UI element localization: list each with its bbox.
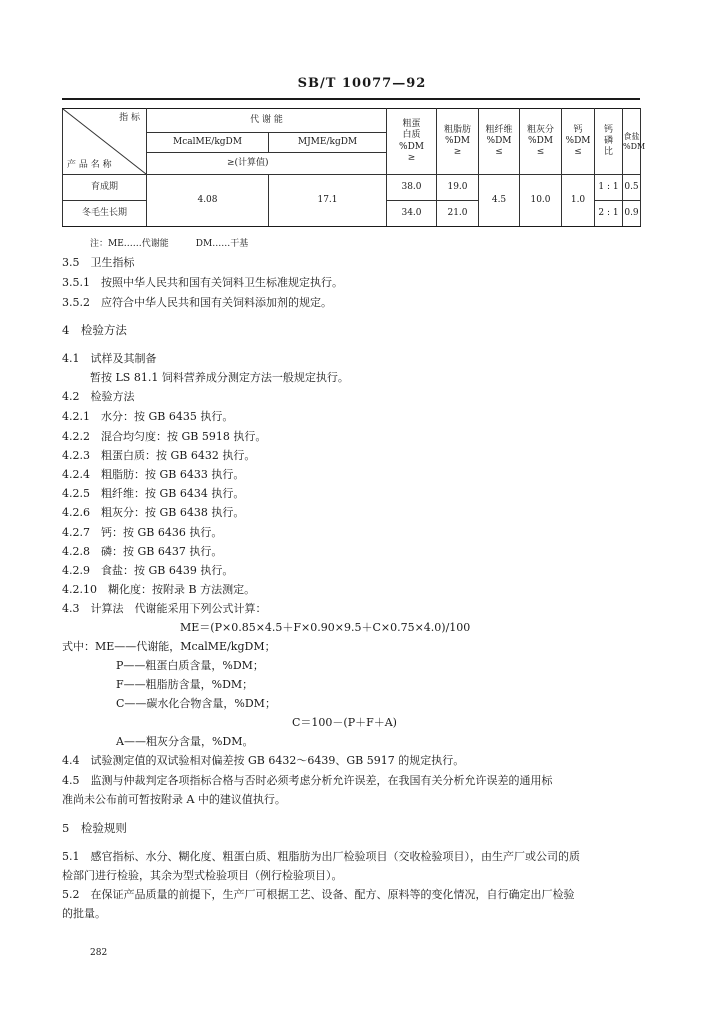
cell-mj: 17.1 <box>269 175 387 227</box>
section-4-3: 4.3 计算法 代谢能采用下列公式计算： <box>62 602 267 615</box>
section-5-heading: 5 检验规则 <box>62 821 127 835</box>
section-4-5-line2: 准尚未公布前可暂按附录 A 中的建议值执行。 <box>62 793 286 806</box>
formula-carbohydrate: C＝100－(P＋F＋A) <box>292 716 397 729</box>
formula-var-a: A——粗灰分含量，%DM。 <box>116 735 254 748</box>
row-name: 冬毛生长期 <box>63 201 147 227</box>
section-3-5-1: 3.5.1 按照中华人民共和国有关饲料卫生标准规定执行。 <box>62 276 343 289</box>
cell-protein: 34.0 <box>387 201 437 227</box>
section-4-2-5: 4.2.5 粗纤维：按 GB 6434 执行。 <box>62 487 245 500</box>
section-4-2-8: 4.2.8 磷：按 GB 6437 执行。 <box>62 545 223 558</box>
cell-protein: 38.0 <box>387 175 437 201</box>
header-crude-protein: 粗蛋 白质 %DM ≥ <box>387 109 437 175</box>
section-3-5: 3.5 卫生指标 <box>62 256 135 269</box>
header-unit-mj: MJME/kgDM <box>269 133 387 153</box>
section-5-1-line1: 5.1 感官指标、水分、糊化度、粗蛋白质、粗脂肪为出厂检验项目（交收检验项目），由生产厂或公司的质 <box>62 850 580 863</box>
formula-var-p: P——粗蛋白质含量，%DM； <box>116 659 264 672</box>
formula-var-c: C——碳水化合物含量，%DM； <box>116 697 276 710</box>
section-4-1: 4.1 试样及其制备 <box>62 352 157 365</box>
cell-salt: 0.5 <box>623 175 641 201</box>
formula-where: 式中：ME——代谢能，McalME/kgDM； <box>62 640 276 653</box>
table-note: 注：ME……代谢能 DM……干基 <box>90 239 249 249</box>
section-4-2: 4.2 检验方法 <box>62 390 135 403</box>
cell-fiber: 4.5 <box>479 175 520 227</box>
cell-ratio: 2 : 1 <box>595 201 623 227</box>
document-header: SB/T 10077—92 <box>297 76 427 91</box>
cell-calcium: 1.0 <box>562 175 595 227</box>
header-calc-note: ≥(计算值) <box>147 153 387 175</box>
cell-fat: 19.0 <box>437 175 479 201</box>
section-4-2-6: 4.2.6 粗灰分：按 GB 6438 执行。 <box>62 506 245 519</box>
row-name: 育成期 <box>63 175 147 201</box>
section-4-2-4: 4.2.4 粗脂肪：按 GB 6433 执行。 <box>62 468 245 481</box>
cell-fat: 21.0 <box>437 201 479 227</box>
section-3-5-2: 3.5.2 应符合中华人民共和国有关饲料添加剂的规定。 <box>62 296 332 309</box>
cell-salt: 0.9 <box>623 201 641 227</box>
corner-header-product: 产 品 名 称 <box>67 159 112 170</box>
header-crude-ash: 粗灰分 %DM ≤ <box>520 109 562 175</box>
page-number: 282 <box>90 948 108 958</box>
header-rule <box>62 98 640 100</box>
section-5-2-line1: 5.2 在保证产品质量的前提下，生产厂可根据工艺、设备、配方、原料等的变化情况，自行确定出厂检验 <box>62 888 575 901</box>
header-crude-fiber: 粗纤维 %DM ≤ <box>479 109 520 175</box>
header-crude-fat: 粗脂肪 %DM ≥ <box>437 109 479 175</box>
formula-metabolic-energy: ME＝(P×0.85×4.5＋F×0.90×9.5＋C×0.75×4.0)/100 <box>180 621 471 634</box>
header-ca-p-ratio: 钙 磷 比 <box>595 109 623 175</box>
header-salt: 食盐 %DM <box>623 109 641 175</box>
table-corner-cell <box>63 109 147 175</box>
corner-header-indicator: 指 标 <box>119 113 140 123</box>
table-row <box>63 175 641 201</box>
header-unit-mcal: McalME/kgDM <box>147 133 269 153</box>
cell-ash: 10.0 <box>520 175 562 227</box>
section-4-4: 4.4 试验测定值的双试验相对偏差按 GB 6432～6439、GB 5917 的规定执行。 <box>62 754 465 767</box>
section-4-2-1: 4.2.1 水分：按 GB 6435 执行。 <box>62 410 234 423</box>
section-5-2-line2: 的批量。 <box>62 907 106 920</box>
section-4-heading: 4 检验方法 <box>62 323 127 337</box>
cell-ratio: 1 : 1 <box>595 175 623 201</box>
section-5-1-line2: 检部门进行检验，其余为型式检验项目（例行检验项目）。 <box>62 869 343 882</box>
section-4-1-text: 暂按 LS 81.1 饲料营养成分测定方法一般规定执行。 <box>90 371 349 384</box>
section-4-2-9: 4.2.9 食盐：按 GB 6439 执行。 <box>62 564 234 577</box>
section-4-2-3: 4.2.3 粗蛋白质：按 GB 6432 执行。 <box>62 449 256 462</box>
section-4-2-7: 4.2.7 钙：按 GB 6436 执行。 <box>62 526 223 539</box>
cell-mcal: 4.08 <box>147 175 269 227</box>
section-4-2-10: 4.2.10 糊化度：按附录 B 方法测定。 <box>62 583 256 596</box>
header-metabolic-energy: 代 谢 能 <box>147 109 387 133</box>
header-calcium: 钙 %DM ≤ <box>562 109 595 175</box>
section-4-2-2: 4.2.2 混合均匀度：按 GB 5918 执行。 <box>62 430 267 443</box>
nutrition-spec-table <box>62 108 646 227</box>
section-4-5-line1: 4.5 监测与仲裁判定各项指标合格与否时必须考虑分析允许误差，在我国有关分析允许误差的通用标 <box>62 774 553 787</box>
formula-var-f: F——粗脂肪含量，%DM； <box>116 678 254 691</box>
